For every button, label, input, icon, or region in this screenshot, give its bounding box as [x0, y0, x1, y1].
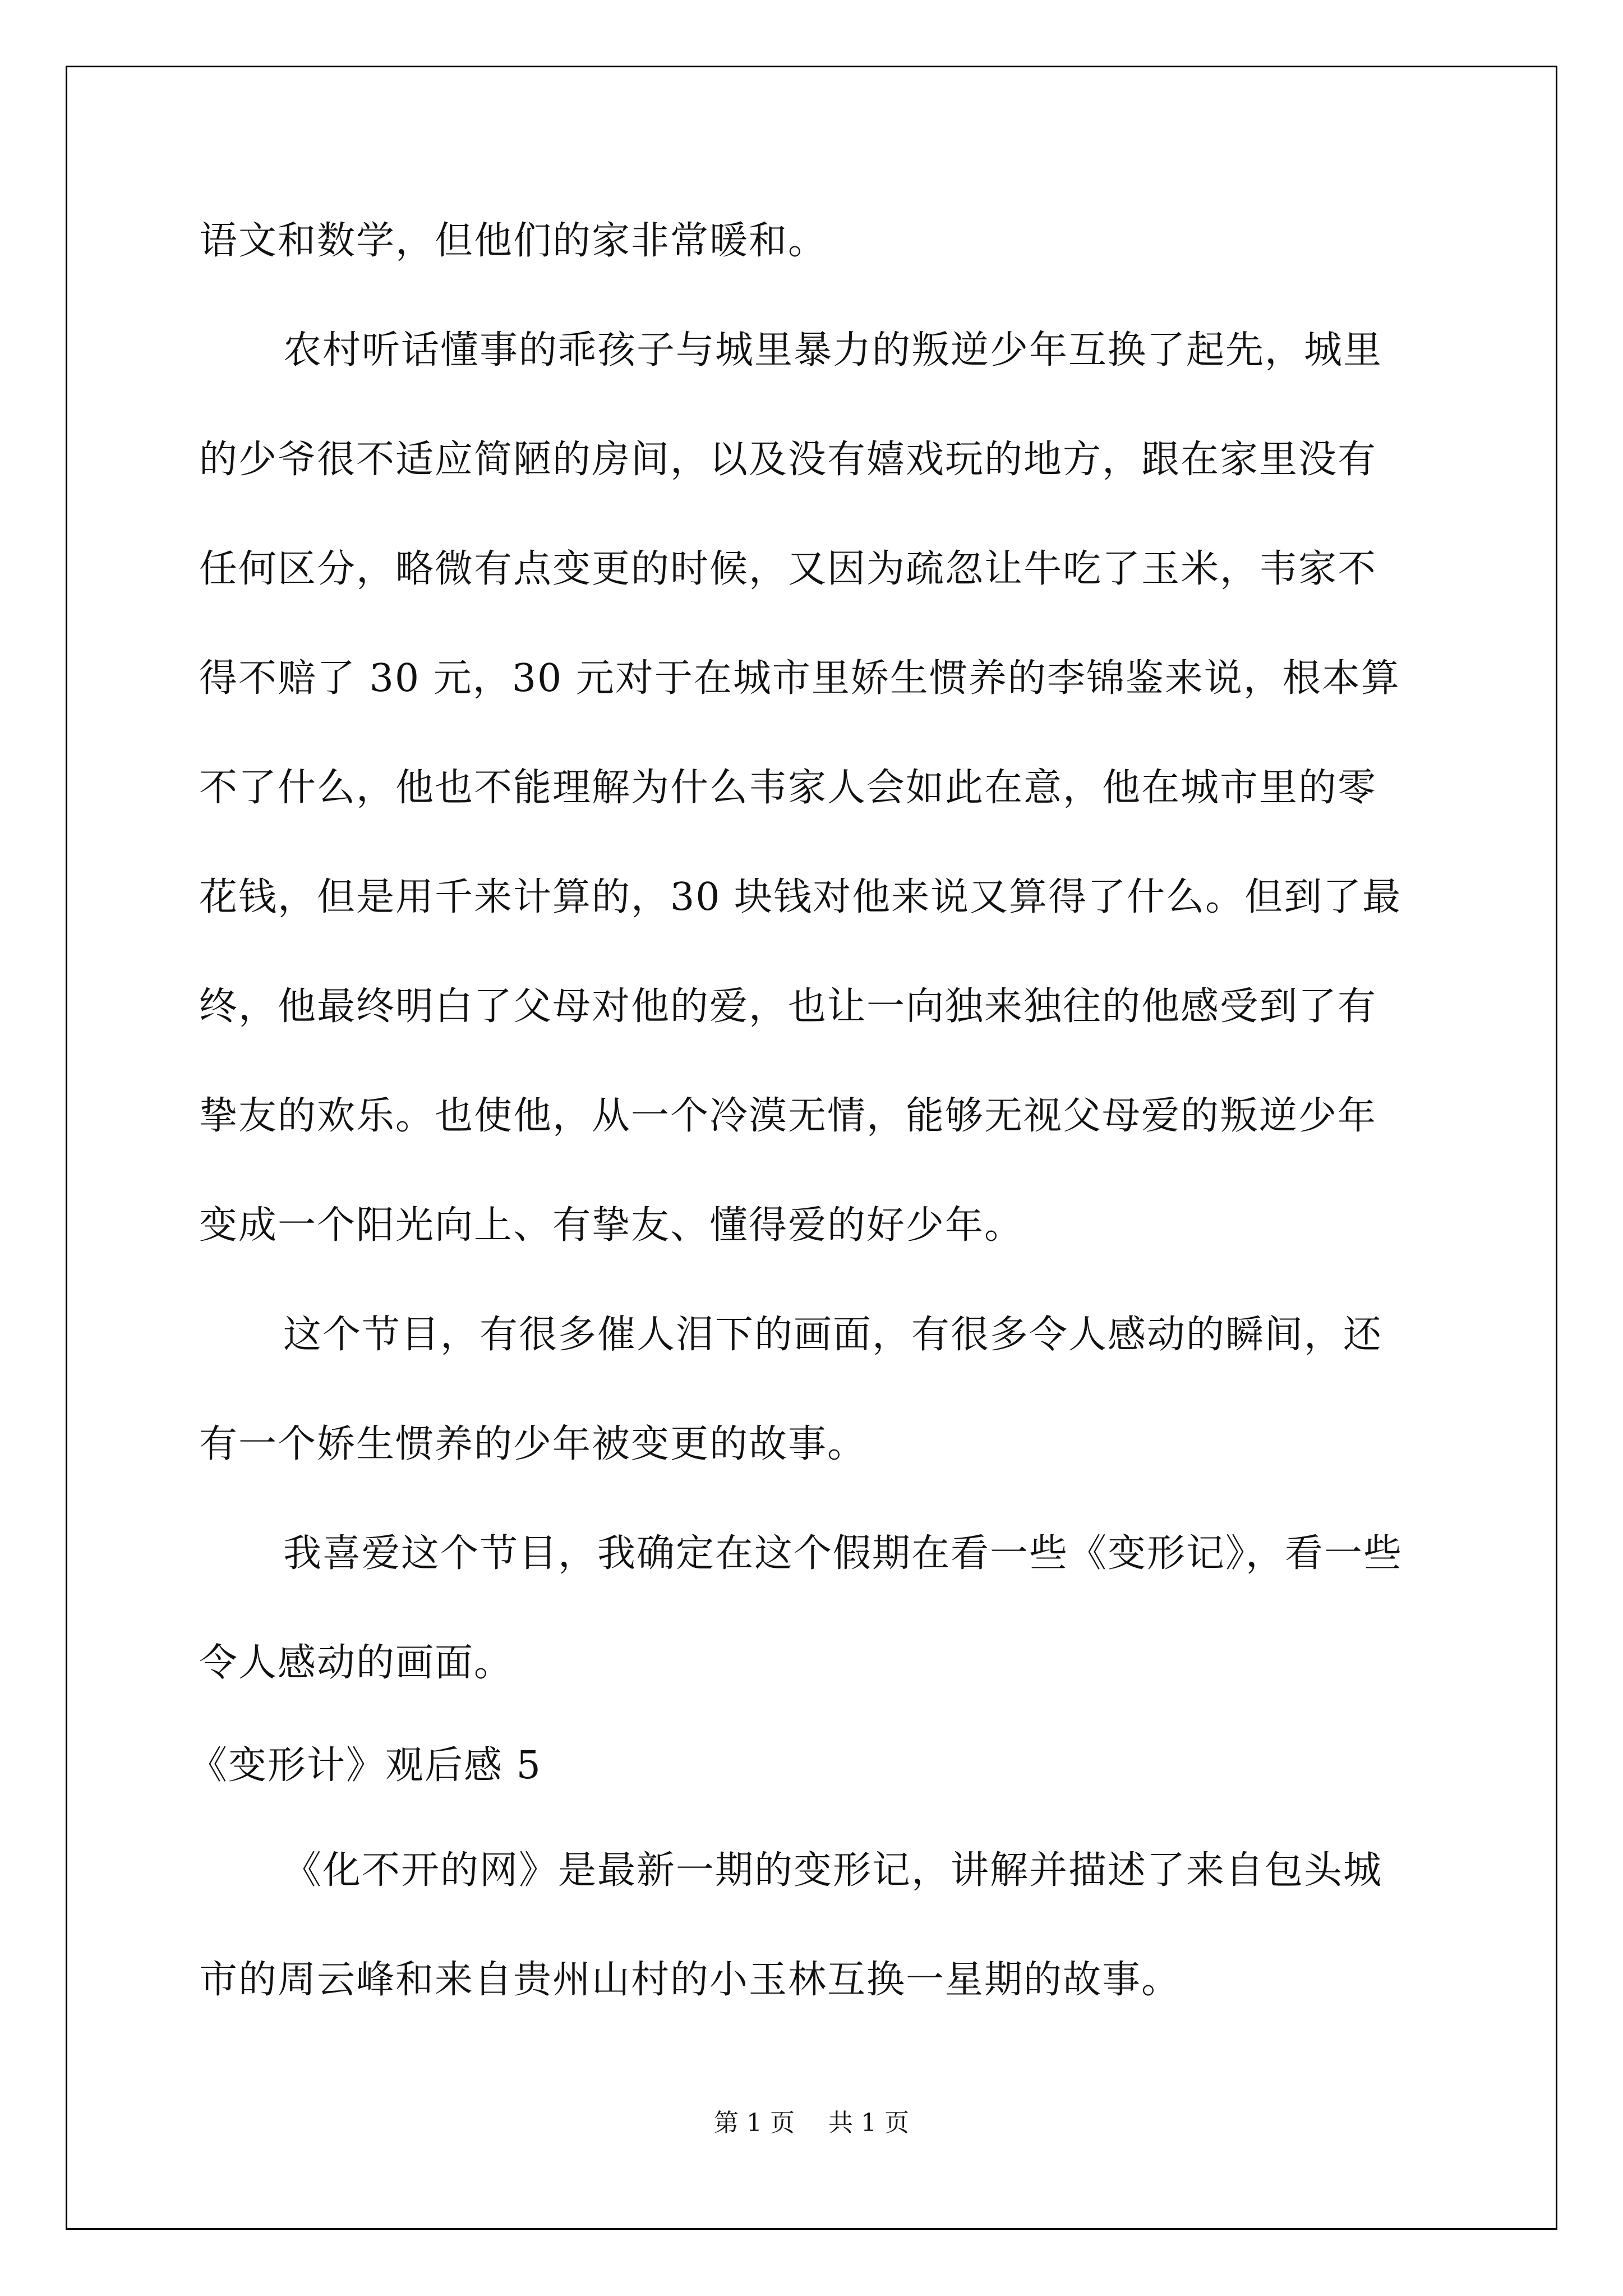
text-line: 语文和数学，但他们的家非常暖和。 — [199, 219, 828, 263]
text-line: 花钱，但是用千来计算的，30 块钱对他来说又算得了什么。但到了最 — [199, 875, 1402, 919]
paragraph-first-line: 农村听话懂事的乖孩子与城里暴力的叛逆少年互换了起先，城里 — [283, 328, 1383, 372]
page-total: 共 1 页 — [828, 2109, 909, 2137]
text-line: 令人感动的画面。 — [199, 1641, 514, 1685]
paragraph-first-line: 这个节目，有很多催人泪下的画面，有很多令人感动的瞬间，还 — [283, 1313, 1383, 1357]
section-heading: 《变形计》观后感 5 — [189, 1743, 542, 1788]
text-line: 挚友的欢乐。也使他，从一个冷漠无情，能够无视父母爱的叛逆少年 — [199, 1094, 1377, 1138]
page-footer — [0, 2106, 1623, 2140]
text-line: 的少爷很不适应简陋的房间，以及没有嬉戏玩的地方，跟在家里没有 — [199, 438, 1377, 482]
paragraph-first-line: 《化不开的网》是最新一期的变形记，讲解并描述了来自包头城 — [283, 1848, 1383, 1893]
text-line: 任何区分，略微有点变更的时候，又因为疏忽让牛吃了玉米，韦家不 — [199, 547, 1377, 591]
text-line: 不了什么，他也不能理解为什么韦家人会如此在意，他在城市里的零 — [199, 766, 1377, 810]
page-number: 第 1 页 — [714, 2109, 795, 2137]
paragraph-first-line: 我喜爱这个节目，我确定在这个假期在看一些《变形记》，看一些 — [283, 1531, 1403, 1576]
text-line: 得不赔了 30 元，30 元对于在城市里娇生惯养的李锦鉴来说，根本算 — [199, 656, 1400, 701]
text-line: 有一个娇生惯养的少年被变更的故事。 — [199, 1422, 867, 1466]
page-border — [66, 66, 1557, 2230]
text-line: 市的周云峰和来自贵州山村的小玉林互换一星期的故事。 — [199, 1958, 1181, 2002]
text-line: 变成一个阳光向上、有挚友、懂得爱的好少年。 — [199, 1203, 1024, 1248]
text-line: 终，他最终明白了父母对他的爱，也让一向独来独往的他感受到了有 — [199, 984, 1377, 1029]
